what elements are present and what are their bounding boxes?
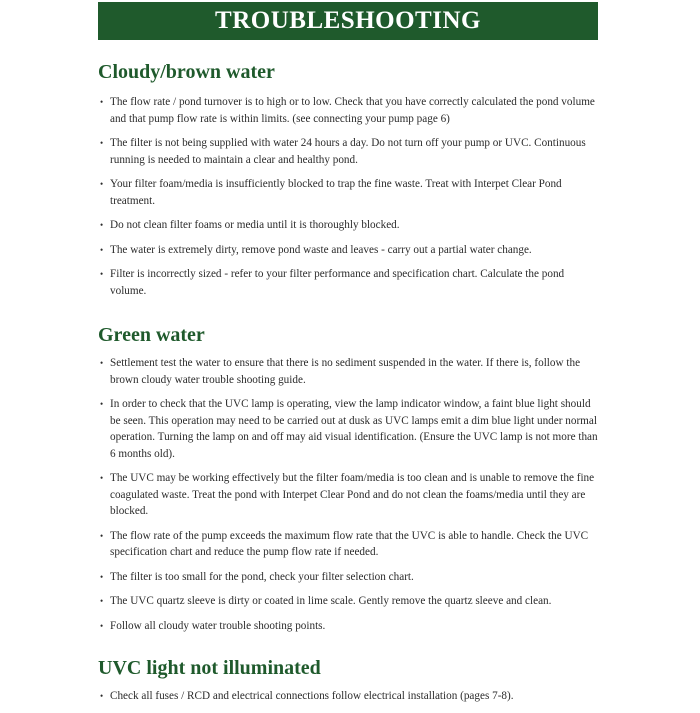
section-heading: Green water (98, 324, 205, 346)
list-item (98, 569, 598, 586)
bullet-icon: • (100, 97, 104, 107)
list-item-text: Do not clean filter foams or media until it is thoroughly blocked. (110, 219, 400, 231)
list-item-text: Your filter foam/media is insufficiently blocked to trap the fine waste. Treat with Interpet Clear Pond treatment. (110, 178, 562, 207)
list-item (98, 593, 598, 610)
list-item-text: Check all fuses / RCD and electrical connections follow electrical installation (pages 7-8). (110, 690, 514, 702)
bullet-icon: • (100, 691, 104, 701)
document-body (98, 58, 598, 713)
bullet-icon: • (100, 620, 104, 631)
bullet-icon: • (100, 138, 104, 148)
list-item (98, 242, 598, 259)
list-item-text: The water is extremely dirty, remove pond waste and leaves - carry out a partial water change. (110, 243, 532, 256)
bullet-icon: • (100, 571, 104, 582)
list-item-text: Filter is incorrectly sized - refer to your filter performance and specification chart. Calculate the pond volume. (110, 268, 565, 297)
bullet-list (98, 355, 598, 634)
list-item (98, 135, 598, 168)
list-item (98, 396, 598, 462)
list-item-text: The UVC may be working effectively but the filter foam/media is too clean and is unable to remove the fine coagulated waste. Treat the pond with Interpet Clear Pond and do not clean the foams/media until they are blocked. (110, 472, 595, 517)
list-item-text: Follow all cloudy water trouble shooting points. (110, 619, 326, 632)
list-item (98, 470, 598, 520)
list-item (98, 355, 598, 388)
bullet-icon: • (100, 269, 104, 279)
list-item (98, 176, 598, 209)
bullet-icon: • (100, 220, 104, 230)
list-item-text: The filter is too small for the pond, check your filter selection chart. (110, 570, 414, 583)
list-item (98, 217, 598, 234)
list-item-text: The flow rate / pond turnover is to high or to low. Check that you have correctly calculated the pond volume and that pump flow rate is within limits. (see connecting your pump page 6) (110, 96, 595, 125)
list-item-text: The UVC quartz sleeve is dirty or coated in lime scale. Gently remove the quartz sleeve and clean. (110, 595, 552, 607)
list-item-text: The flow rate of the pump exceeds the maximum flow rate that the UVC is able to handle. Check the UVC specification chart and reduce the pump flow rate if needed. (110, 529, 589, 558)
page-banner: TROUBLESHOOTING (98, 2, 598, 40)
list-item (98, 688, 598, 705)
bullet-list (98, 94, 598, 299)
bullet-icon: • (100, 399, 104, 409)
bullet-list (98, 688, 598, 705)
list-item (98, 528, 598, 561)
list-item (98, 94, 598, 127)
section-cloudy-brown-water (98, 58, 598, 299)
section-green-water (98, 321, 598, 634)
section-uvc-light-not-illuminated (98, 654, 598, 705)
list-item-text: In order to check that the UVC lamp is operating, view the lamp indicator window, a faint blue light should be seen. This operation may need to be carried out at dusk as UVC lamps emit a dim blue light under normal operation. Turning the lamp on and off may aid visual identification. (Ensure the UVC lamp is not more than 6 months old). (110, 398, 598, 460)
list-item (98, 618, 598, 635)
section-heading: UVC light not illuminated (98, 657, 321, 679)
bullet-icon: • (100, 473, 104, 483)
bullet-icon: • (100, 358, 104, 368)
list-item-text: The filter is not being supplied with water 24 hours a day. Do not turn off your pump or UVC. Continuous running is needed to maintain a clear and healthy pond. (110, 137, 586, 166)
bullet-icon: • (100, 179, 104, 189)
list-item (98, 266, 598, 299)
bullet-icon: • (100, 244, 104, 255)
bullet-icon: • (100, 596, 104, 606)
section-heading: Cloudy/brown water (98, 61, 275, 83)
list-item-text: Settlement test the water to ensure that there is no sediment suspended in the water. If there is, follow the brown cloudy water trouble shooting guide. (110, 357, 581, 386)
bullet-icon: • (100, 530, 104, 541)
